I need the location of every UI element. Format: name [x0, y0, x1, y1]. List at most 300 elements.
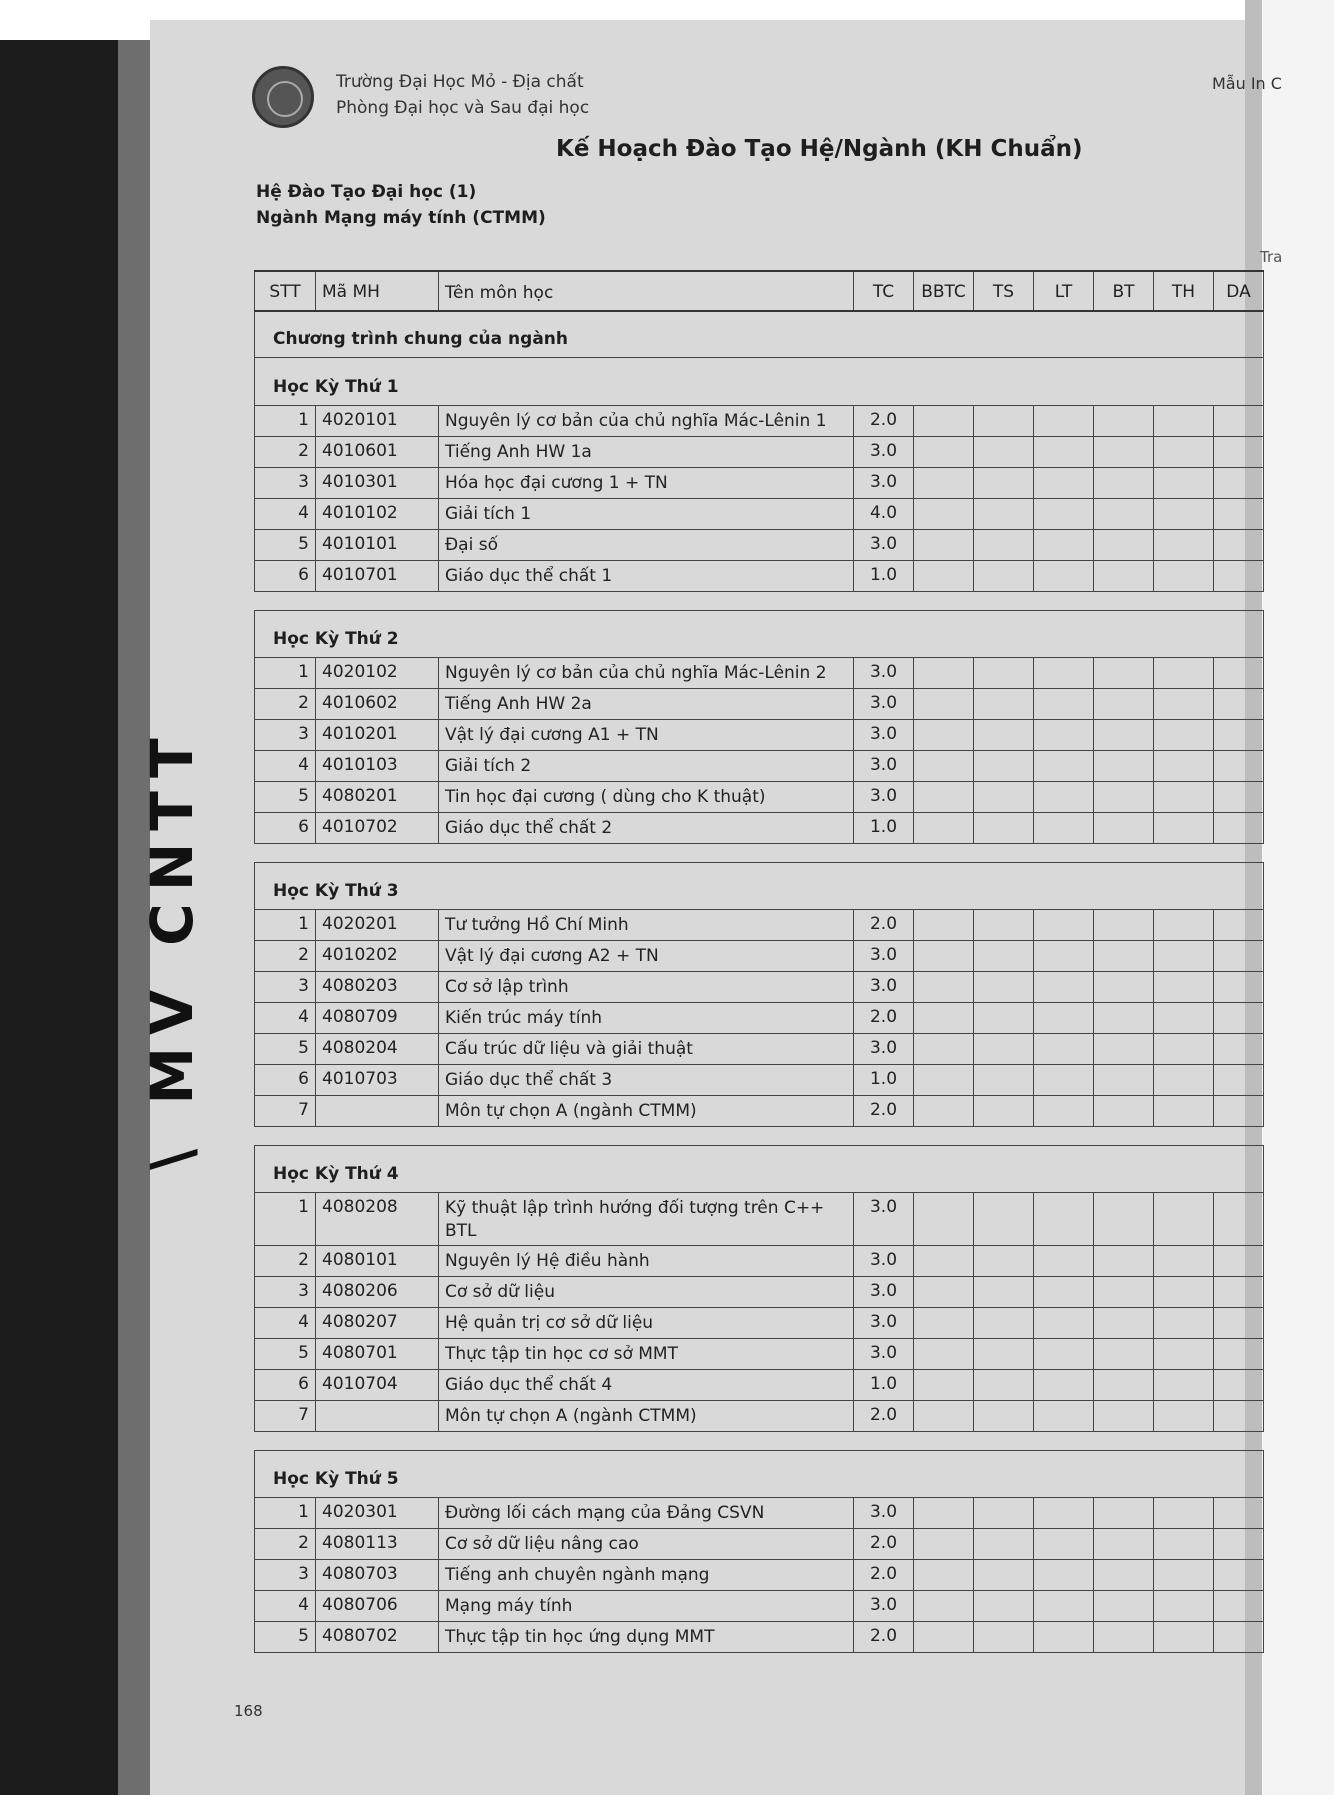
- cell-lt: [1033, 1246, 1093, 1276]
- cell-bbtc: [913, 499, 973, 529]
- cell-tc: 2.0: [853, 1003, 913, 1033]
- cell-stt: 2: [254, 941, 315, 971]
- cell-th: [1153, 720, 1213, 750]
- cell-stt: 2: [254, 437, 315, 467]
- cell-stt: 5: [254, 1339, 315, 1369]
- training-system: Hệ Đào Tạo Đại học (1): [256, 182, 477, 202]
- cell-da: [1213, 689, 1264, 719]
- cell-bt: [1093, 1277, 1153, 1307]
- cell-ma: 4080701: [315, 1339, 438, 1369]
- cell-tc: 1.0: [853, 561, 913, 591]
- cell-stt: 7: [254, 1401, 315, 1431]
- cell-ts: [973, 720, 1033, 750]
- cell-stt: 5: [254, 782, 315, 812]
- cell-tc: 3.0: [853, 1034, 913, 1064]
- cell-lt: [1033, 1193, 1093, 1245]
- cell-tc: 4.0: [853, 499, 913, 529]
- cell-ten: Đường lối cách mạng của Đảng CSVN: [438, 1498, 853, 1528]
- cell-ts: [973, 1065, 1033, 1095]
- cell-tc: 2.0: [853, 1401, 913, 1431]
- cell-da: [1213, 561, 1264, 591]
- cell-ts: [973, 1003, 1033, 1033]
- cell-ma: 4080706: [315, 1591, 438, 1621]
- cell-ts: [973, 499, 1033, 529]
- cell-th: [1153, 972, 1213, 1002]
- form-label: Mẫu In C: [1212, 74, 1282, 93]
- cell-tc: 3.0: [853, 1193, 913, 1245]
- table-row: [254, 689, 1264, 720]
- table-row: [254, 813, 1264, 844]
- cell-ma: 4010201: [315, 720, 438, 750]
- cell-ten: Cơ sở dữ liệu nâng cao: [438, 1529, 853, 1559]
- cell-ma: 4080204: [315, 1034, 438, 1064]
- cell-bbtc: [913, 689, 973, 719]
- cell-ma: 4010602: [315, 689, 438, 719]
- cell-stt: 1: [254, 1193, 315, 1245]
- cell-ma: 4010101: [315, 530, 438, 560]
- cell-bbtc: [913, 972, 973, 1002]
- cell-tc: 2.0: [853, 1622, 913, 1652]
- cell-lt: [1033, 1308, 1093, 1338]
- cell-stt: 2: [254, 689, 315, 719]
- cell-da: [1213, 972, 1264, 1002]
- cell-ts: [973, 1034, 1033, 1064]
- cell-ts: [973, 1339, 1033, 1369]
- table-row: [254, 1065, 1264, 1096]
- cell-bbtc: [913, 1401, 973, 1431]
- semester-header: [254, 862, 1264, 910]
- cell-ts: [973, 782, 1033, 812]
- cell-ts: [973, 1277, 1033, 1307]
- cell-tc: 3.0: [853, 658, 913, 688]
- cell-stt: 4: [254, 1308, 315, 1338]
- cell-th: [1153, 1622, 1213, 1652]
- table-row: [254, 1277, 1264, 1308]
- cell-bbtc: [913, 720, 973, 750]
- cell-tc: 3.0: [853, 1591, 913, 1621]
- cell-stt: 6: [254, 561, 315, 591]
- cell-lt: [1033, 689, 1093, 719]
- cell-ts: [973, 1401, 1033, 1431]
- cell-ts: [973, 910, 1033, 940]
- cell-lt: [1033, 1591, 1093, 1621]
- cell-th: [1153, 1034, 1213, 1064]
- cell-th: [1153, 1498, 1213, 1528]
- col-ten-mon-hoc: Tên môn học: [438, 272, 853, 310]
- cell-ts: [973, 972, 1033, 1002]
- curriculum-table: [254, 270, 1264, 1653]
- cell-ten: Tiếng Anh HW 2a: [438, 689, 853, 719]
- semester-gap: [254, 1432, 1264, 1450]
- cell-da: [1213, 1308, 1264, 1338]
- cell-ma: 4080113: [315, 1529, 438, 1559]
- semester-gap: [254, 844, 1264, 862]
- cell-bt: [1093, 1560, 1153, 1590]
- cell-lt: [1033, 751, 1093, 781]
- cell-tc: 3.0: [853, 720, 913, 750]
- cell-tc: 2.0: [853, 1096, 913, 1126]
- cell-bt: [1093, 658, 1153, 688]
- table-row: [254, 1339, 1264, 1370]
- cell-th: [1153, 658, 1213, 688]
- cell-th: [1153, 1065, 1213, 1095]
- cell-bt: [1093, 530, 1153, 560]
- cell-ten: Giáo dục thể chất 4: [438, 1370, 853, 1400]
- semester-header: [254, 1145, 1264, 1193]
- cell-lt: [1033, 658, 1093, 688]
- cell-bbtc: [913, 941, 973, 971]
- cell-stt: 3: [254, 1277, 315, 1307]
- cell-ten: Mạng máy tính: [438, 1591, 853, 1621]
- cell-da: [1213, 658, 1264, 688]
- cell-th: [1153, 1401, 1213, 1431]
- cell-stt: 5: [254, 530, 315, 560]
- cell-th: [1153, 910, 1213, 940]
- cell-ma: 4010103: [315, 751, 438, 781]
- cell-bt: [1093, 1065, 1153, 1095]
- cell-th: [1153, 1096, 1213, 1126]
- cell-ten: Thực tập tin học ứng dụng MMT: [438, 1622, 853, 1652]
- cell-ts: [973, 406, 1033, 436]
- cell-ma: 4010704: [315, 1370, 438, 1400]
- cell-bbtc: [913, 910, 973, 940]
- cell-ma: 4010701: [315, 561, 438, 591]
- cell-lt: [1033, 1498, 1093, 1528]
- cell-bt: [1093, 1622, 1153, 1652]
- cell-stt: 4: [254, 751, 315, 781]
- cell-lt: [1033, 910, 1093, 940]
- cell-stt: 6: [254, 813, 315, 843]
- cell-bbtc: [913, 1498, 973, 1528]
- cell-lt: [1033, 1529, 1093, 1559]
- page-right-edge: [1262, 0, 1334, 1795]
- cell-da: [1213, 1193, 1264, 1245]
- cell-stt: 1: [254, 910, 315, 940]
- cell-ten: Cơ sở dữ liệu: [438, 1277, 853, 1307]
- cell-th: [1153, 813, 1213, 843]
- cell-bt: [1093, 1003, 1153, 1033]
- table-header: [254, 270, 1264, 312]
- cell-ts: [973, 941, 1033, 971]
- cell-tc: 3.0: [853, 689, 913, 719]
- table-row: [254, 658, 1264, 689]
- cell-ten: Vật lý đại cương A2 + TN: [438, 941, 853, 971]
- cell-bbtc: [913, 561, 973, 591]
- semester-header: [254, 1450, 1264, 1498]
- cell-lt: [1033, 561, 1093, 591]
- cell-bt: [1093, 972, 1153, 1002]
- cut-off-label: Tra: [1260, 248, 1283, 266]
- cell-ten: Môn tự chọn A (ngành CTMM): [438, 1401, 853, 1431]
- semesters-container: [254, 358, 1264, 1653]
- cell-da: [1213, 1003, 1264, 1033]
- cell-da: [1213, 1591, 1264, 1621]
- table-row: [254, 972, 1264, 1003]
- cell-ten: Nguyên lý Hệ điều hành: [438, 1246, 853, 1276]
- cell-ma: 4020102: [315, 658, 438, 688]
- cell-ts: [973, 1560, 1033, 1590]
- cell-th: [1153, 1339, 1213, 1369]
- cell-ma: 4080702: [315, 1622, 438, 1652]
- cell-stt: 1: [254, 1498, 315, 1528]
- cell-tc: 1.0: [853, 813, 913, 843]
- cell-lt: [1033, 782, 1093, 812]
- cell-bbtc: [913, 1193, 973, 1245]
- cell-da: [1213, 1339, 1264, 1369]
- cell-th: [1153, 751, 1213, 781]
- col-th: TH: [1153, 272, 1213, 310]
- cell-ten: Giáo dục thể chất 3: [438, 1065, 853, 1095]
- cell-ten: Tư tưởng Hồ Chí Minh: [438, 910, 853, 940]
- cell-da: [1213, 499, 1264, 529]
- university-name: Trường Đại Học Mỏ - Địa chất: [336, 72, 584, 92]
- table-row: [254, 1591, 1264, 1622]
- cell-lt: [1033, 720, 1093, 750]
- cell-stt: 3: [254, 468, 315, 498]
- cell-da: [1213, 1401, 1264, 1431]
- cell-th: [1153, 1591, 1213, 1621]
- cell-ma: 4080201: [315, 782, 438, 812]
- cell-ma: 4010102: [315, 499, 438, 529]
- cell-ma: [315, 1096, 438, 1126]
- cell-bt: [1093, 1034, 1153, 1064]
- cell-tc: 3.0: [853, 1246, 913, 1276]
- cell-ten: Nguyên lý cơ bản của chủ nghĩa Mác-Lênin 1: [438, 406, 853, 436]
- table-row: [254, 1034, 1264, 1065]
- cell-bt: [1093, 1096, 1153, 1126]
- cell-da: [1213, 751, 1264, 781]
- cell-ten: Thực tập tin học cơ sở MMT: [438, 1339, 853, 1369]
- cell-lt: [1033, 1065, 1093, 1095]
- cell-bt: [1093, 1193, 1153, 1245]
- cell-tc: 1.0: [853, 1370, 913, 1400]
- cell-da: [1213, 1246, 1264, 1276]
- semester-gap: [254, 1127, 1264, 1145]
- cell-ten: Giáo dục thể chất 2: [438, 813, 853, 843]
- cell-tc: 2.0: [853, 910, 913, 940]
- cell-ten: Hóa học đại cương 1 + TN: [438, 468, 853, 498]
- cell-ten: Tiếng anh chuyên ngành mạng: [438, 1560, 853, 1590]
- cell-ma: 4080206: [315, 1277, 438, 1307]
- cell-ma: [315, 1401, 438, 1431]
- cell-tc: 3.0: [853, 1308, 913, 1338]
- page-title: Kế Hoạch Đào Tạo Hệ/Ngành (KH Chuẩn): [556, 136, 1083, 162]
- cell-lt: [1033, 941, 1093, 971]
- cell-ts: [973, 751, 1033, 781]
- cell-th: [1153, 1529, 1213, 1559]
- col-lt: LT: [1033, 272, 1093, 310]
- cell-da: [1213, 1529, 1264, 1559]
- cell-stt: 5: [254, 1622, 315, 1652]
- cell-stt: 3: [254, 720, 315, 750]
- col-ma-mh: Mã MH: [315, 272, 438, 310]
- cell-da: [1213, 782, 1264, 812]
- cell-th: [1153, 1560, 1213, 1590]
- cell-lt: [1033, 1034, 1093, 1064]
- program-label-row: [254, 312, 1264, 358]
- cell-tc: 3.0: [853, 1498, 913, 1528]
- cell-bt: [1093, 561, 1153, 591]
- cell-da: [1213, 813, 1264, 843]
- cell-bt: [1093, 1370, 1153, 1400]
- cell-bt: [1093, 1498, 1153, 1528]
- col-bt: BT: [1093, 272, 1153, 310]
- cell-lt: [1033, 1370, 1093, 1400]
- cell-da: [1213, 1065, 1264, 1095]
- cell-da: [1213, 720, 1264, 750]
- table-row: [254, 1498, 1264, 1529]
- cell-th: [1153, 530, 1213, 560]
- table-row: [254, 1622, 1264, 1653]
- cell-ts: [973, 1246, 1033, 1276]
- cell-th: [1153, 941, 1213, 971]
- cell-ma: 4020301: [315, 1498, 438, 1528]
- col-ts: TS: [973, 272, 1033, 310]
- cell-bt: [1093, 689, 1153, 719]
- cell-lt: [1033, 813, 1093, 843]
- cell-da: [1213, 910, 1264, 940]
- cell-tc: 3.0: [853, 751, 913, 781]
- cell-bt: [1093, 782, 1153, 812]
- cell-bt: [1093, 1401, 1153, 1431]
- cell-lt: [1033, 1401, 1093, 1431]
- cell-da: [1213, 1034, 1264, 1064]
- table-row: [254, 1401, 1264, 1432]
- table-row: [254, 530, 1264, 561]
- cell-th: [1153, 1246, 1213, 1276]
- semester-header: [254, 358, 1264, 406]
- cell-da: [1213, 1622, 1264, 1652]
- cell-da: [1213, 468, 1264, 498]
- cell-th: [1153, 499, 1213, 529]
- cell-ten: Giải tích 1: [438, 499, 853, 529]
- cell-ts: [973, 689, 1033, 719]
- cell-da: [1213, 406, 1264, 436]
- cell-bt: [1093, 499, 1153, 529]
- university-logo-icon: [252, 66, 314, 128]
- page-number: 168: [234, 1702, 263, 1720]
- cell-bbtc: [913, 1003, 973, 1033]
- cell-ts: [973, 1370, 1033, 1400]
- cell-ma: 4080207: [315, 1308, 438, 1338]
- cell-ten: Vật lý đại cương A1 + TN: [438, 720, 853, 750]
- cell-tc: 3.0: [853, 468, 913, 498]
- cell-ts: [973, 1622, 1033, 1652]
- cell-bt: [1093, 1529, 1153, 1559]
- table-row: [254, 910, 1264, 941]
- cell-lt: [1033, 468, 1093, 498]
- cell-bbtc: [913, 1065, 973, 1095]
- cell-bt: [1093, 1591, 1153, 1621]
- table-row: [254, 1529, 1264, 1560]
- cell-ten: Tin học đại cương ( dùng cho K thuật): [438, 782, 853, 812]
- cell-ma: 4080203: [315, 972, 438, 1002]
- cell-ten: Giải tích 2: [438, 751, 853, 781]
- cell-da: [1213, 1096, 1264, 1126]
- cell-tc: 3.0: [853, 530, 913, 560]
- table-row: [254, 1246, 1264, 1277]
- cell-th: [1153, 468, 1213, 498]
- cell-lt: [1033, 530, 1093, 560]
- cell-th: [1153, 689, 1213, 719]
- col-tc: TC: [853, 272, 913, 310]
- table-row: [254, 437, 1264, 468]
- semester-label: Học Kỳ Thứ 1: [273, 377, 399, 397]
- table-row: [254, 1370, 1264, 1401]
- cell-bbtc: [913, 813, 973, 843]
- cell-ma: 4080101: [315, 1246, 438, 1276]
- cell-lt: [1033, 1003, 1093, 1033]
- cell-lt: [1033, 1096, 1093, 1126]
- cell-da: [1213, 530, 1264, 560]
- cell-ma: 4010601: [315, 437, 438, 467]
- col-da: DA: [1213, 272, 1264, 310]
- cell-bbtc: [913, 782, 973, 812]
- cell-th: [1153, 437, 1213, 467]
- cell-ma: 4010202: [315, 941, 438, 971]
- cell-stt: 6: [254, 1065, 315, 1095]
- cell-bbtc: [913, 1246, 973, 1276]
- cell-lt: [1033, 406, 1093, 436]
- cell-bt: [1093, 437, 1153, 467]
- cell-ma: 4080709: [315, 1003, 438, 1033]
- cell-lt: [1033, 1339, 1093, 1369]
- table-row: [254, 406, 1264, 437]
- cell-ma: 4020201: [315, 910, 438, 940]
- cell-stt: 6: [254, 1370, 315, 1400]
- major-name: Ngành Mạng máy tính (CTMM): [256, 208, 546, 228]
- handwritten-note: \ MV CNTT: [138, 726, 206, 1170]
- cell-th: [1153, 782, 1213, 812]
- cell-da: [1213, 437, 1264, 467]
- cell-bt: [1093, 941, 1153, 971]
- table-row: [254, 941, 1264, 972]
- cell-bbtc: [913, 658, 973, 688]
- department-name: Phòng Đại học và Sau đại học: [336, 98, 590, 118]
- cell-stt: 2: [254, 1529, 315, 1559]
- cell-tc: 3.0: [853, 1339, 913, 1369]
- cell-lt: [1033, 437, 1093, 467]
- cell-ts: [973, 1096, 1033, 1126]
- cell-th: [1153, 561, 1213, 591]
- cell-th: [1153, 1193, 1213, 1245]
- col-stt: STT: [254, 272, 315, 310]
- cell-stt: 4: [254, 1003, 315, 1033]
- cell-ma: 4080208: [315, 1193, 438, 1245]
- cell-ten: Cơ sở lập trình: [438, 972, 853, 1002]
- cell-stt: 4: [254, 1591, 315, 1621]
- cell-da: [1213, 1370, 1264, 1400]
- cell-bbtc: [913, 1560, 973, 1590]
- cell-ts: [973, 813, 1033, 843]
- cell-stt: 3: [254, 1560, 315, 1590]
- cell-da: [1213, 1277, 1264, 1307]
- cell-da: [1213, 1498, 1264, 1528]
- semester-label: Học Kỳ Thứ 2: [273, 629, 399, 649]
- cell-ts: [973, 1529, 1033, 1559]
- cell-bbtc: [913, 468, 973, 498]
- cell-ten: Đại số: [438, 530, 853, 560]
- col-bbtc: BBTC: [913, 272, 973, 310]
- cell-ts: [973, 658, 1033, 688]
- cell-ma: 4010702: [315, 813, 438, 843]
- table-row: [254, 1003, 1264, 1034]
- cell-tc: 2.0: [853, 406, 913, 436]
- cell-ts: [973, 561, 1033, 591]
- cell-bbtc: [913, 437, 973, 467]
- cell-tc: 2.0: [853, 1529, 913, 1559]
- table-row: [254, 1560, 1264, 1591]
